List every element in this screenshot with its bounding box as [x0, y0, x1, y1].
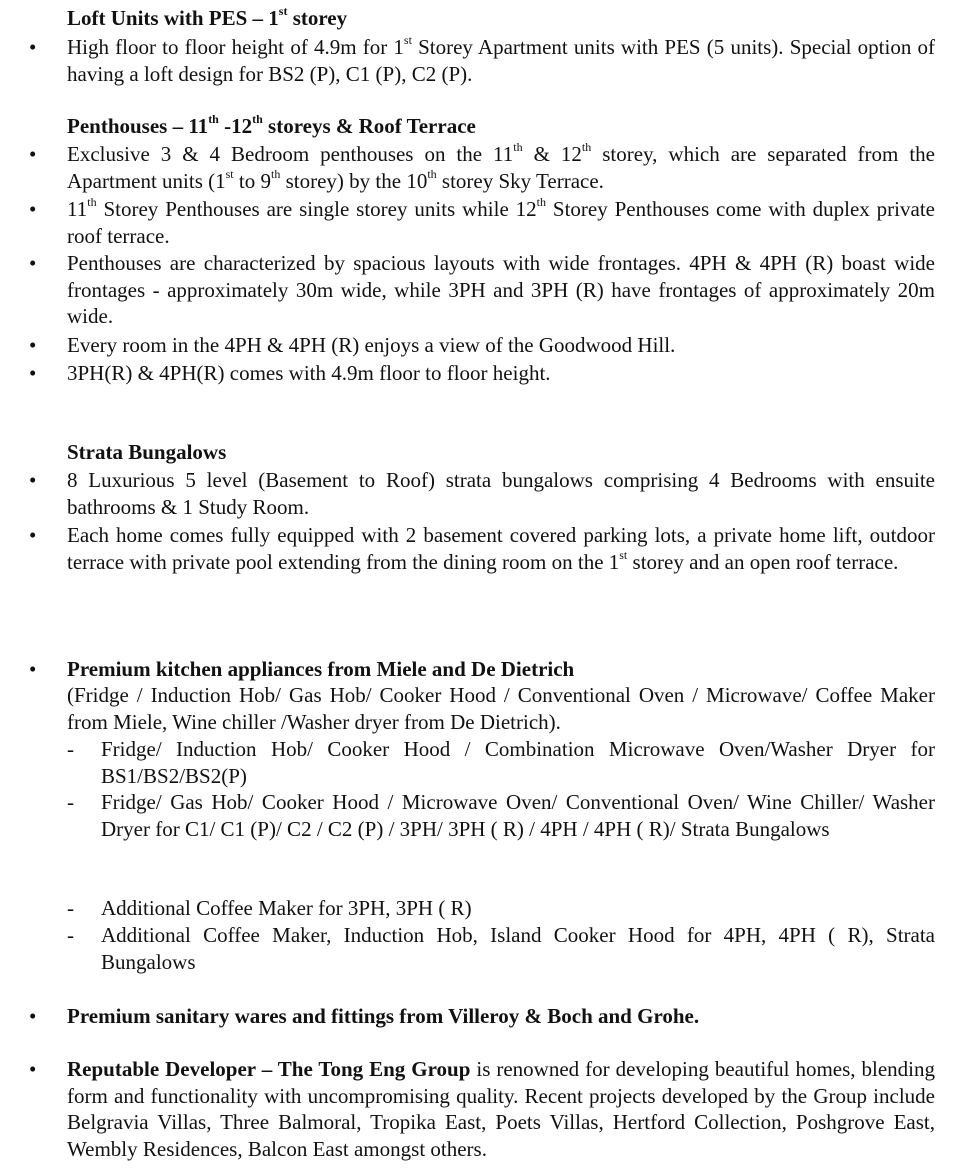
kitchen-dash-item: - Fridge/ Gas Hob/ Cooker Hood / Microwave Oven/ Conventional Oven/ Wine Chiller/ Washer Dryer for C1/ C1 (P)/ C2 / C2 (P) / 3PH/ 3PH ( R) / 4PH / 4PH ( R)/ Strata Bungalows	[101, 789, 935, 842]
loft-units-heading: Loft Units with PES – 1st storey	[67, 4, 348, 30]
kitchen-dash-item: - Additional Coffee Maker for 3PH, 3PH ( R)	[101, 895, 935, 922]
penthouses-bullet-single-storey: • 11th Storey Penthouses are single storey units while 12th Storey Penthouses come with duplex private roof terrace.	[67, 196, 935, 249]
kitchen-description: (Fridge / Induction Hob/ Gas Hob/ Cooker Hood / Conventional Oven / Microwave/ Coffee Maker from Miele, Wine chiller /Washer dryer from De Dietrich).	[67, 683, 935, 734]
kitchen-dash-item: - Additional Coffee Maker, Induction Hob, Island Cooker Hood for 4PH, 4PH ( R), Strata Bungalows	[101, 922, 935, 975]
penthouses-heading: Penthouses – 11th -12th storeys & Roof Terrace	[67, 112, 476, 138]
sanitary-bullet: • Premium sanitary wares and fittings from Villeroy & Boch and Grohe.	[67, 1003, 935, 1030]
penthouses-bullet-floor-height: • 3PH(R) & 4PH(R) comes with 4.9m floor to floor height.	[67, 360, 935, 387]
strata-bungalows-heading: Strata Bungalows	[67, 440, 227, 464]
loft-bullet-floor-height: • High floor to floor height of 4.9m for 1st Storey Apartment units with PES (5 units). Special option of having a loft design for BS2 (P), C1 (P), C2 (P).	[67, 34, 935, 87]
penthouses-bullet-view: • Every room in the 4PH & 4PH (R) enjoys a view of the Goodwood Hill.	[67, 332, 935, 359]
developer-name: Reputable Developer – The Tong Eng Group	[67, 1057, 471, 1081]
developer-bullet: • Reputable Developer – The Tong Eng Group is renowned for developing beautiful homes, blending form and functionality with uncompromising quality. Recent projects developed by the Group include Belgravia Villas, Three Balmoral, Tropika East, Poets Villas, Hertford Collection, Poshgrove East, Wembly Residences, Balcon East amongst others.	[67, 1056, 935, 1162]
penthouses-bullet-exclusive: • Exclusive 3 & 4 Bedroom penthouses on the 11th & 12th storey, which are separated from the Apartment units (1st to 9th storey) by the 10th storey Sky Terrace.	[67, 141, 935, 194]
kitchen-bullet	[67, 656, 935, 683]
strata-bullet-luxurious: • 8 Luxurious 5 level (Basement to Roof) strata bungalows comprising 4 Bedrooms with ensuite bathrooms & 1 Study Room.	[67, 467, 935, 520]
strata-bullet-equipped: • Each home comes fully equipped with 2 basement covered parking lots, a private home lift, outdoor terrace with private pool extending from the dining room on the 1st storey and an open roof terrace.	[67, 522, 935, 575]
kitchen-dash-item: - Fridge/ Induction Hob/ Cooker Hood / Combination Microwave Oven/Washer Dryer for BS1/BS2/BS2(P)	[101, 736, 935, 789]
kitchen-heading: Premium kitchen appliances from Miele and De Dietrich	[67, 657, 575, 681]
penthouses-bullet-frontages: • Penthouses are characterized by spacious layouts with wide frontages. 4PH & 4PH (R) boast wide frontages - approximately 30m wide, while 3PH and 3PH (R) have frontages of approximately 20m wide.	[67, 250, 935, 330]
